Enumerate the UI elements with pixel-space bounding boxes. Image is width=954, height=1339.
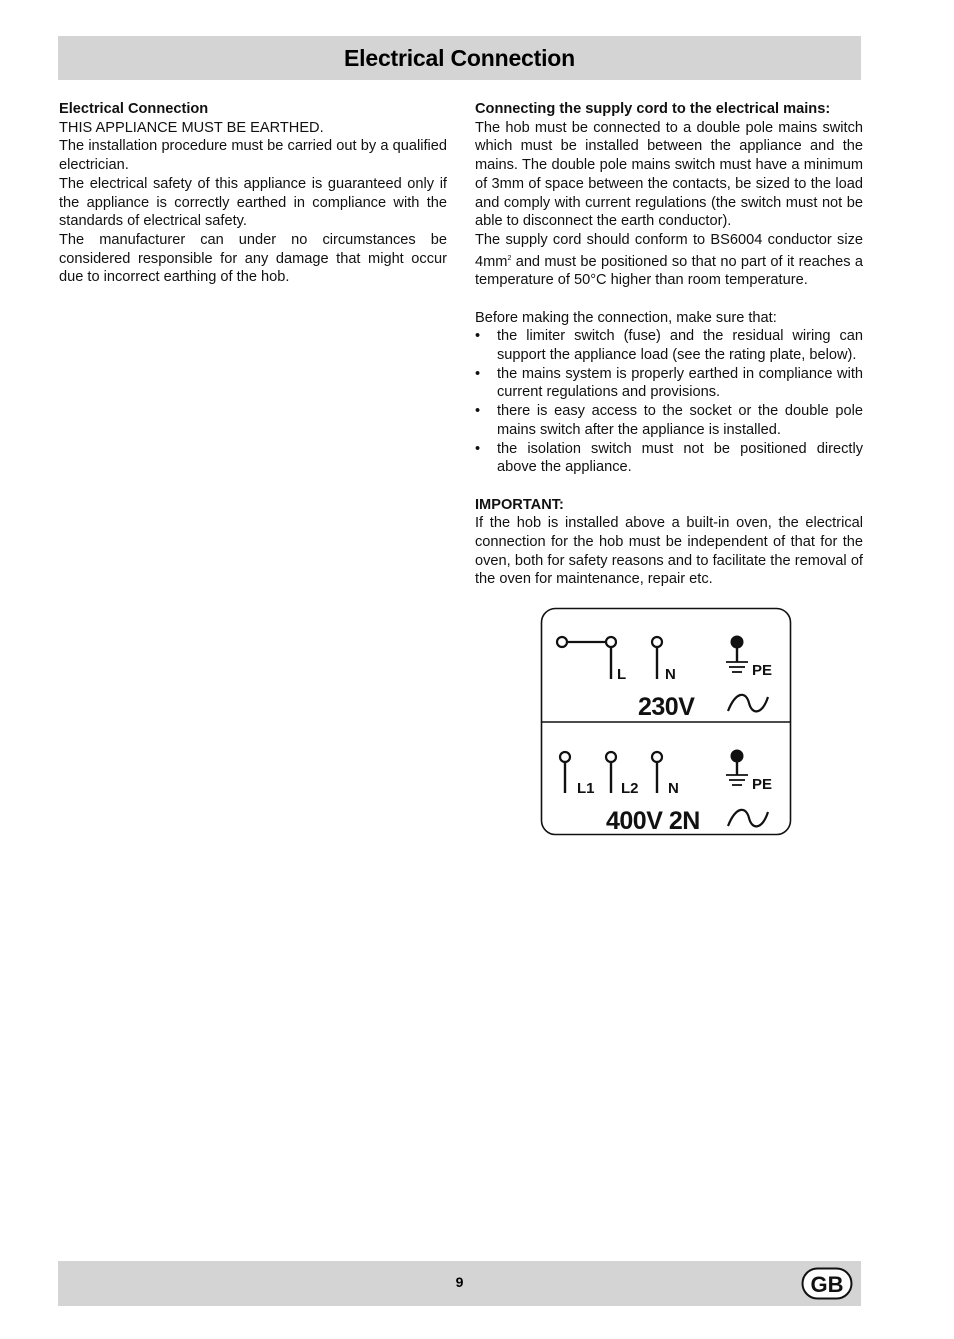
supply-cord-text-b: and must be positioned so that no part of it reaches a temperature of 50°C higher than room temperature. <box>475 253 863 289</box>
right-column <box>475 100 863 589</box>
left-paragraph: The manufacturer can under no circumstances be considered responsible for any damage that might occur due to incorrect earthing of the hob. <box>59 231 447 286</box>
supply-cord-text-a: The supply cord should conform to BS6004 conductor size 4mm <box>475 231 863 270</box>
header-bar <box>58 36 861 80</box>
bullet: • <box>475 365 481 382</box>
list-item: • the limiter switch (fuse) and the residual wiring can support the appliance load (see the rating plate, below). <box>475 328 863 363</box>
language-badge-text: GB <box>810 1272 844 1297</box>
left-column <box>59 100 447 287</box>
list-item: • there is easy access to the socket or the double pole mains switch after the appliance is installed. <box>475 403 863 438</box>
left-paragraph: The electrical safety of this appliance is guaranteed only if the appliance is correctly earthed in compliance with the standards of electrical safety. <box>59 175 447 230</box>
terminal-label-l: L <box>617 666 627 683</box>
terminal-label-pe: PE <box>752 776 773 793</box>
bullet: • <box>475 403 481 420</box>
left-paragraph: The installation procedure must be carried out by a qualified electrician. <box>59 138 447 174</box>
checklist <box>475 327 863 477</box>
important-heading: IMPORTANT: <box>475 496 564 513</box>
page-number: 9 <box>455 1274 464 1290</box>
left-heading: Electrical Connection <box>59 101 209 117</box>
page-title: Electrical Connection <box>344 44 575 71</box>
list-item: • the mains system is properly earthed in compliance with current regulations and provisions. <box>475 365 863 401</box>
left-paragraph: THIS APPLIANCE MUST BE EARTHED. <box>59 119 324 136</box>
supply-cord-paragraph <box>475 231 863 290</box>
terminal-label-n: N <box>668 780 679 797</box>
terminal-label-l1: L1 <box>577 780 595 797</box>
list-item: • the isolation switch must not be positioned directly above the appliance. <box>475 440 863 476</box>
terminal-circle <box>560 752 570 762</box>
terminal-label-n: N <box>665 666 676 683</box>
important-text: If the hob is installed above a built-in oven, the electrical connection for the hob must be independent of that for the oven, both for safety reasons and to facilitate the removal of the oven for maintenance, repair etc. <box>475 515 863 588</box>
switch-paragraph: The hob must be connected to a double pole mains switch which must be installed between the appliance and the mains. The double pole mains switch must have a minimum of 3mm of space between the contacts, be sized to the load and comply with current regulations (the switch must not be able to disconnect the earth conductor). <box>475 119 863 230</box>
voltage-label-230v: 230V <box>638 693 695 721</box>
terminal-label-pe: PE <box>752 662 773 679</box>
bullet: • <box>475 440 481 457</box>
checklist-intro: Before making the connection, make sure that: <box>475 309 777 326</box>
bullet: • <box>475 328 481 345</box>
language-badge <box>801 1267 853 1300</box>
voltage-label-400v: 400V 2N <box>606 807 700 835</box>
wiring-diagram <box>540 607 792 836</box>
terminal-circle <box>652 637 662 647</box>
terminal-label-l2: L2 <box>621 780 639 797</box>
terminal-circle <box>606 752 616 762</box>
right-heading: Connecting the supply cord to the electrical mains: <box>475 101 831 117</box>
footer-bar <box>58 1261 861 1306</box>
superscript-two: 2 <box>507 254 512 262</box>
terminal-circle <box>652 752 662 762</box>
terminal-circle <box>557 637 567 647</box>
terminal-circle <box>606 637 616 647</box>
